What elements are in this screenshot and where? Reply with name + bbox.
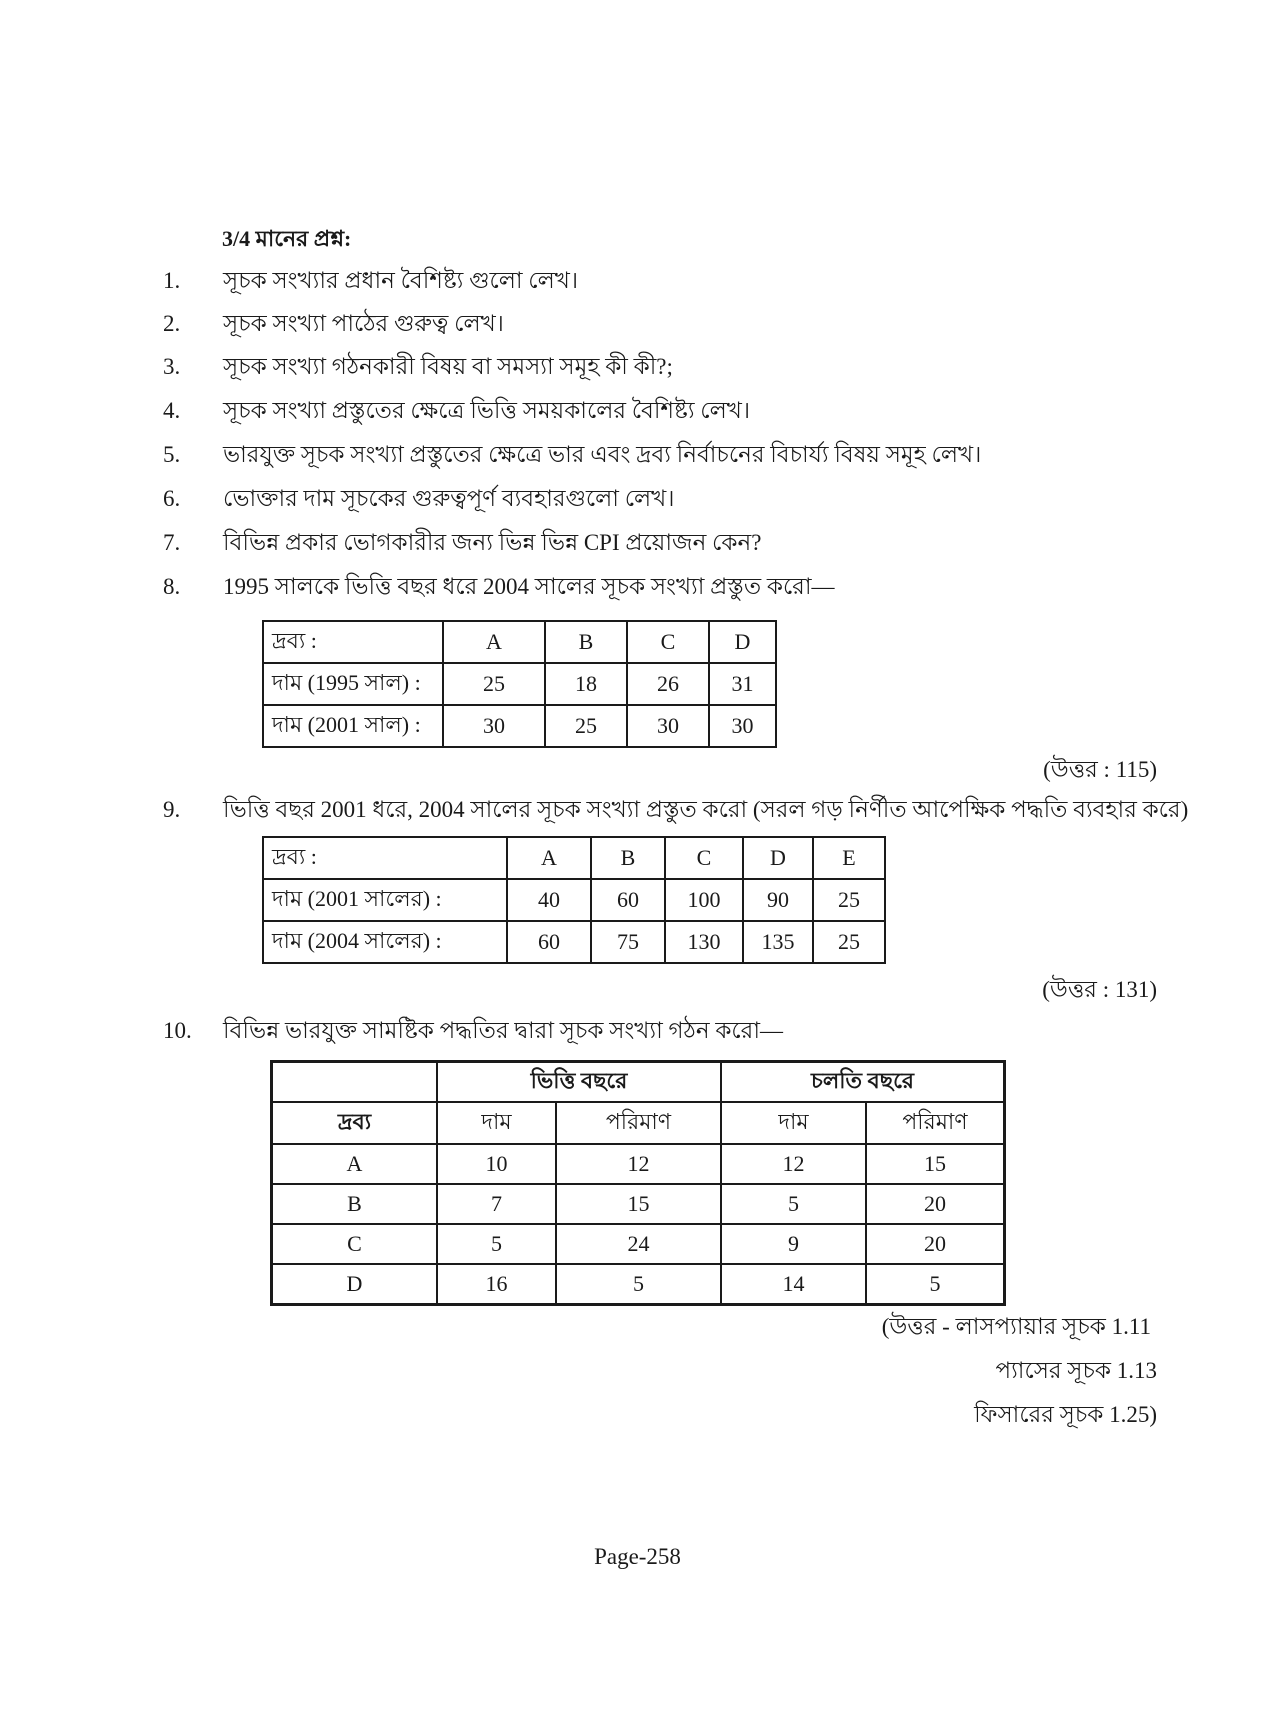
question-text: ভিত্তি বছর 2001 ধরে, 2004 সালের সূচক সংখ্যা প্রস্তুত করো (সরল গড় নির্ণীত আপেক্ষিক পদ্ধতি ব্যবহার করে) [223, 797, 1189, 822]
table-cell: দাম (2004 সালের) : [263, 921, 507, 963]
question-text: বিভিন্ন প্রকার ভোগকারীর জন্য ভিন্ন ভিন্ন CPI প্রয়োজন কেন? [223, 530, 762, 555]
table-header-cell: D [743, 837, 813, 879]
table-header-cell: দ্রব্য : [263, 621, 443, 663]
question-4 [163, 396, 1163, 426]
question-number: 5. [163, 442, 181, 467]
question-number: 2. [163, 311, 181, 336]
question-number: 9. [163, 797, 181, 822]
question-2 [163, 309, 1163, 339]
table-cell: 135 [743, 921, 813, 963]
table-cell: 31 [709, 663, 776, 705]
table-q10 [270, 1060, 1006, 1306]
question-7 [163, 528, 1163, 558]
table-row [272, 1184, 1005, 1224]
table-header-cell: পরিমাণ [866, 1102, 1005, 1144]
answer-q10-fisher: ফিসারের সূচক 1.25) [974, 1402, 1157, 1427]
table-cell: 30 [709, 705, 776, 747]
table-cell: 5 [437, 1224, 556, 1264]
table-header-cell: A [443, 621, 545, 663]
question-number: 10. [163, 1018, 192, 1043]
table-cell: 90 [743, 879, 813, 921]
table-header-cell: C [627, 621, 709, 663]
question-text: বিভিন্ন ভারযুক্ত সামষ্টিক পদ্ধতির দ্বারা সূচক সংখ্যা গঠন করো— [223, 1018, 783, 1043]
question-text: ভারযুক্ত সূচক সংখ্যা প্রস্তুতের ক্ষেত্রে ভার এবং দ্রব্য নির্বাচনের বিচার্য্য বিষয় সমূহ লেখ। [223, 442, 982, 467]
table-cell: 9 [721, 1224, 866, 1264]
question-number: 8. [163, 574, 181, 599]
question-6 [163, 484, 1163, 514]
table-header-cell: দাম [437, 1102, 556, 1144]
question-number: 3. [163, 354, 181, 379]
table-cell: 5 [556, 1264, 721, 1305]
question-8 [163, 572, 1163, 602]
page-number: Page-258 [594, 1544, 681, 1569]
table-group-header-row [272, 1062, 1005, 1103]
table-header-cell: দ্রব্য [272, 1102, 438, 1144]
question-5 [163, 440, 1163, 470]
table-cell: 5 [866, 1264, 1005, 1305]
table-cell: 14 [721, 1264, 866, 1305]
table-row [263, 621, 776, 663]
table-row [272, 1224, 1005, 1264]
table-cell: 30 [627, 705, 709, 747]
table-cell: 12 [556, 1144, 721, 1184]
question-1 [163, 266, 1163, 296]
question-text: সূচক সংখ্যার প্রধান বৈশিষ্ট্য গুলো লেখ। [223, 268, 579, 293]
table-cell: 60 [507, 921, 591, 963]
table-header-cell: পরিমাণ [556, 1102, 721, 1144]
table-cell: 100 [665, 879, 743, 921]
table-cell: C [272, 1224, 438, 1264]
table-cell: 40 [507, 879, 591, 921]
table-row [263, 837, 885, 879]
table-header-cell: E [813, 837, 885, 879]
answer-q10-paasche: প্যাসের সূচক 1.13 [995, 1358, 1157, 1383]
table-cell: 15 [866, 1144, 1005, 1184]
table-cell: 130 [665, 921, 743, 963]
answer-q9: (উত্তর : 131) [1042, 977, 1157, 1002]
table-cell: D [272, 1264, 438, 1305]
table-header-cell [272, 1062, 438, 1103]
table-cell: 16 [437, 1264, 556, 1305]
table-cell: 18 [545, 663, 627, 705]
table-row [263, 921, 885, 963]
question-text: সূচক সংখ্যা প্রস্তুতের ক্ষেত্রে ভিত্তি সময়কালের বৈশিষ্ট্য লেখ। [223, 398, 751, 423]
table-cell: A [272, 1144, 438, 1184]
table-cell: 24 [556, 1224, 721, 1264]
question-number: 1. [163, 268, 181, 293]
table-row [272, 1144, 1005, 1184]
table-q9 [262, 836, 886, 964]
question-text: সূচক সংখ্যা গঠনকারী বিষয় বা সমস্যা সমূহ কী কী?; [223, 354, 673, 379]
table-cell: দাম (2001 সাল) : [263, 705, 443, 747]
answer-q8: (উত্তর : 115) [1043, 757, 1157, 782]
table-cell: 20 [866, 1224, 1005, 1264]
question-text: সূচক সংখ্যা পাঠের গুরুত্ব লেখ। [223, 311, 504, 336]
question-10 [163, 1016, 1163, 1046]
table-cell: 20 [866, 1184, 1005, 1224]
table-cell: 12 [721, 1144, 866, 1184]
table-q8 [262, 620, 777, 748]
question-text: ভোক্তার দাম সূচকের গুরুত্বপূর্ণ ব্যবহারগুলো লেখ। [223, 486, 675, 511]
table-row [263, 879, 885, 921]
table-cell: 26 [627, 663, 709, 705]
question-9 [163, 795, 1189, 825]
table-cell: 25 [443, 663, 545, 705]
table-cell: 10 [437, 1144, 556, 1184]
answer-q10-laspeyres: (উত্তর - লাসপ্যায়ার সূচক 1.11 [881, 1314, 1151, 1339]
question-number: 6. [163, 486, 181, 511]
table-row [272, 1264, 1005, 1305]
table-cell: দাম (1995 সাল) : [263, 663, 443, 705]
table-group-header: চলতি বছরে [721, 1062, 1005, 1103]
table-cell: 30 [443, 705, 545, 747]
question-number: 4. [163, 398, 181, 423]
table-row [263, 705, 776, 747]
question-text: 1995 সালকে ভিত্তি বছর ধরে 2004 সালের সূচক সংখ্যা প্রস্তুত করো— [223, 574, 835, 599]
question-number: 7. [163, 530, 181, 555]
table-header-cell: A [507, 837, 591, 879]
table-header-cell: দ্রব্য : [263, 837, 507, 879]
table-header-cell: D [709, 621, 776, 663]
table-row [263, 663, 776, 705]
table-subheader-row [272, 1102, 1005, 1144]
table-cell: 25 [545, 705, 627, 747]
table-group-header: ভিত্তি বছরে [437, 1062, 721, 1103]
table-header-cell: দাম [721, 1102, 866, 1144]
table-cell: 5 [721, 1184, 866, 1224]
table-cell: 60 [591, 879, 665, 921]
table-cell: দাম (2001 সালের) : [263, 879, 507, 921]
table-cell: B [272, 1184, 438, 1224]
table-cell: 15 [556, 1184, 721, 1224]
table-header-cell: B [591, 837, 665, 879]
table-cell: 25 [813, 921, 885, 963]
section-heading: 3/4 মানের প্রশ্ন: [222, 226, 352, 251]
table-header-cell: C [665, 837, 743, 879]
table-cell: 7 [437, 1184, 556, 1224]
table-cell: 25 [813, 879, 885, 921]
table-cell: 75 [591, 921, 665, 963]
question-3 [163, 352, 1163, 382]
table-header-cell: B [545, 621, 627, 663]
